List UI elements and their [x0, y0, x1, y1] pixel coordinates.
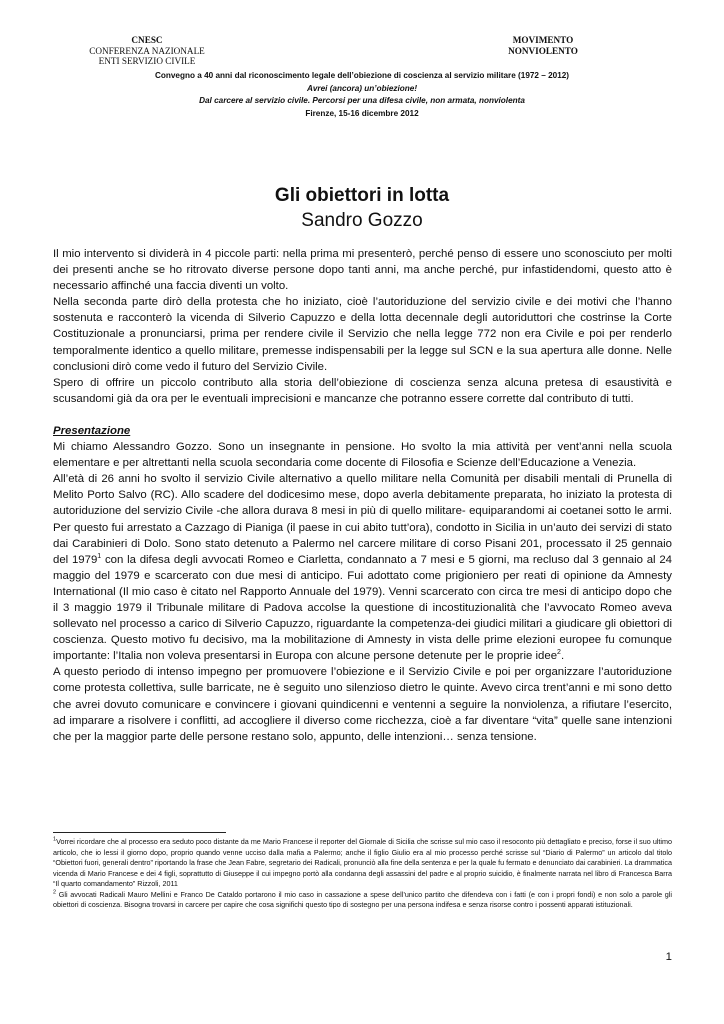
section-paragraph-1: Mi chiamo Alessandro Gozzo. Sono un insegnante in pensione. Ho svolto la mia attività per vent’anni nella scuola elementare e per altrettanti nella scuola secondaria come docente di Filosofia e Scienze dell’Educazione a Venezia. [53, 441, 672, 470]
document-title: Gli obiettori in lotta [274, 185, 450, 206]
mn-header [488, 35, 598, 56]
footnote-1 [53, 837, 672, 890]
footnotes [53, 837, 672, 911]
conference-info [40, 70, 684, 120]
conference-title: Convegno a 40 anni dal riconoscimento legale dell’obiezione di coscienza al servizio militare (1972 – 2012) [154, 71, 570, 80]
conference-subtitle: Dal carcere al servizio civile. Percorsi per una difesa civile, non armata, nonviolenta [199, 96, 525, 106]
intro-paragraph-1: Il mio intervento si dividerà in 4 piccole parti: nella prima mi presenterò, perché penso di essere uno sconosciuto per molti dei presenti anche se ho ritrovato diverse persone dopo tanti anni, ma anche perché, pur infastidendomi, questo atto è necessario affinché una faccia diventi un volto. [53, 248, 672, 293]
conference-date: Firenze, 15-16 dicembre 2012 [305, 108, 419, 118]
section-heading-text: Presentazione [53, 424, 131, 437]
footnote-2-text: Gli avvocati Radicali Mauro Mellini e Franco De Cataldo portarono il mio caso in cassazione a spese dell’unico partito che difendeva con i fatti (e con i propri fondi) e non solo a parole gli obiettori di coscienza. Bisogna trovarsi in carcere per capire che cosa significhi questo tipo di sostegno per una persona indifesa e senza risorse contro i possenti apparati istituzionali. [53, 889, 672, 909]
section-paragraph-2-part-a: All’età di 26 anni ho svolto il servizio Civile alternativo a quello militare nella Comunità per disabili mentali di Prunella di Melito Porto Salvo (RC). Allo scadere del dodicesimo mese, dopo averla debitamente preparata, ho iniziato la protesta di autoriduzione del servizio Civile -che allora durava 8 mesi in più di quello militare- equiparandomi ai coetanei sotto le armi. Per questo fui arrestato a Cazzago di Pianiga (il paese in cui abito tutt’ora), condotto in Sicilia in un’auto dei servizi di stato dai Carabinieri di Dolo. Sono stato detenuto a Palermo nel carcere militare di corso Pisani 201, processato il 25 gennaio del 1979 [53, 473, 672, 566]
mn-line-2: NONVIOLENTO [508, 45, 578, 56]
intro-paragraph-2: Nella seconda parte dirò della protesta che ho iniziato, cioè l’autoriduzione del servizio civile e dei motivi che l’hanno sostenuta e racconterò la vicenda di Silverio Capuzzo e della lotta decennale degli autoriduttori che costrinse la Corte Costituzionale a pronunciarsi, prima per rendere civile il Servizio che nella legge 772 non era Civile e poi per renderlo temporalmente identico a quello militare, premesse indispensabili per la legge sul SCN e la sua apertura alle donne. Nelle conclusioni dirò come vedo il futuro del Servizio Civile. [53, 296, 672, 373]
paragraph-spacer [53, 407, 672, 423]
footnote-1-number: 1 [53, 836, 57, 843]
footnote-ref-2[interactable]: 2 [557, 649, 561, 657]
cnesc-line-2: CONFERENZA NAZIONALE [89, 45, 205, 56]
footnote-2 [53, 890, 672, 911]
mn-line-1: MOVIMENTO [512, 35, 574, 45]
footnote-1-text: Vorrei ricordare che al processo era seduto poco distante da me Mario Francese il reporter del Giornale di Sicilia che scrisse sul mio caso il resoconto più dettagliato e preciso, forse il suo ultimo articolo, che io lessi il giorno dopo, proprio quando venne ucciso dalla mafia a Palermo; anche il figlio Giulio era al mio processo perché scrisse sul “Diario di Palermo” un articolo dal titolo “Obiettori fuori, generali dentro” riportando la frase che Jean Fabre, segretario dei Radicali, pronunciò alla fine della sentenza e per la quale fu fermato e denunciato dai carabinieri. La drammatica vicenda di Mario Francese e dei 4 figli, soprattutto di Giuseppe il cui impegno portò alla condanna degli assassini del padre e al proprio suicidio, è finalmente narrata nel libro di Francesca Barra “Il quarto comandamento” Rizzoli, 2011 [53, 837, 672, 888]
document-body [53, 246, 672, 745]
cnesc-acronym: CNESC [131, 35, 163, 45]
section-paragraph-2-part-b: con la difesa degli avvocati Romeo e Ciarletta, condannato a 7 mesi e 5 giorni, ma recluso dal 3 gennaio al 24 maggio del 1979 e scarcerato con due mesi di anticipo. Fui adottato come prigioniero per reati di opinione da Amnesty International (Il mio caso è citato nel Rapporto Annuale del 1979). Venni scarcerato con circa tre mesi di anticipo dopo che il 3 maggio 1979 il Tribunale militare di Padova accolse la questione di incostituzionalità che l’avvocato Romeo aveva sollevato nel processo a carico di Silverio Capuzzo, riguardante la competenza-dei giudici militari a giudicare gli obiettori di coscienza. Questo motivo fu decisivo, ma la mobilitazione di Amnesty in vista delle prime elezioni europee fu comunque importante: l’Italia non voleva presentarsi in Europa con alcune persone detenute per le proprie idee [53, 553, 672, 663]
intro-paragraph-3: Spero di offrire un piccolo contributo alla storia dell’obiezione di coscienza senza alcuna pretesa di esaustività e scusandomi già da ora per le eventuali imprecisioni e mancanze che potranno essere corrette dal contributo di tutti. [53, 376, 672, 405]
footnote-separator [53, 832, 226, 833]
page-number: 1 [665, 951, 672, 963]
cnesc-header [62, 35, 232, 67]
conference-motto: Avrei (ancora) un’obiezione! [306, 83, 418, 93]
section-paragraph-2 [53, 471, 672, 664]
document-author: Sandro Gozzo [301, 210, 423, 231]
section-paragraph-2-part-c: . [560, 650, 565, 663]
footnote-2-number: 2 [53, 889, 57, 896]
section-paragraph-3: A questo periodo di intenso impegno per promuovere l’obiezione e il Servizio Civile e poi per organizzare l’autoriduzione come protesta collettiva, sulle barricate, ne è seguito uno silenzioso dietro le quinte. Avevo circa trent’anni e mi sono detto che avrei dovuto comunicare e convincere i giovani quindicenni e ventenni a seguire la nonviolenza, a rifiutare l’esercito, ad imparare a risolvere i conflitti, ad accogliere il diverso come ricchezza, cioè a far diventare “vita” quelle sane intenzioni che per la maggior parte delle persone restano solo, appunto, delle intenzioni… senza tensione. [53, 666, 672, 743]
cnesc-line-3: ENTI SERVIZIO CIVILE [98, 56, 196, 67]
section-heading [53, 423, 672, 439]
footnote-ref-1[interactable]: 1 [97, 552, 102, 560]
